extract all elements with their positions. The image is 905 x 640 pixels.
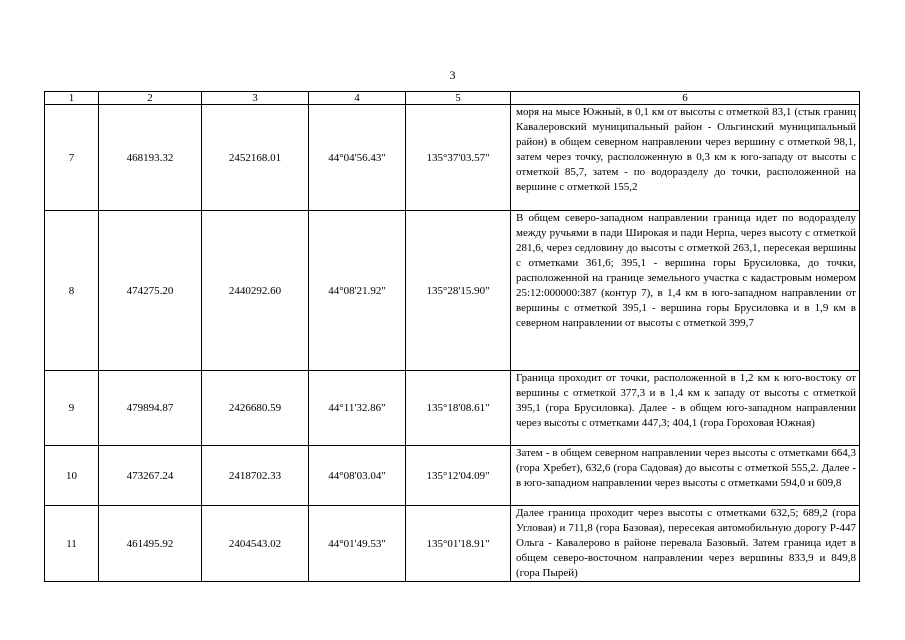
column-number-row bbox=[45, 92, 860, 105]
point-number: 11 bbox=[45, 506, 99, 582]
coordinate-y: 2418702.33 bbox=[202, 446, 309, 506]
coordinate-x: 479894.87 bbox=[99, 371, 202, 446]
boundary-description: В общем северо-западном направлении граница идет по водоразделу между ручьями в пади Широкая и пади Нерпа, через высоту с отметкой 281,6, через седловину до высоты с отметкой 263,1, пересекая вершины с отметками 361,6; 395,1 - вершина горы Брусиловка, до точки, расположенной на границе земельного участка с кадастровым номером 25:12:000000:387 (контур 7), в 1,4 км в юго-западном направлении от вершины с отметкой 395,1 - вершина горы Брусиловка и в 1,9 км в северном направлении от высоты с отметкой 399,7 bbox=[511, 211, 860, 371]
column-header: 2 bbox=[99, 92, 202, 105]
column-header: 5 bbox=[406, 92, 511, 105]
coordinate-x: 474275.20 bbox=[99, 211, 202, 371]
point-number: 9 bbox=[45, 371, 99, 446]
table-row bbox=[45, 446, 860, 506]
coordinate-x: 473267.24 bbox=[99, 446, 202, 506]
latitude: 44°11'32.86" bbox=[309, 371, 406, 446]
boundary-description: моря на мысе Южный, в 0,1 км от высоты с отметкой 83,1 (стык границ Кавалеровский муниципальный район - Ольгинский муниципальный район) в общем северном направлении через вершину с отметкой 98,1, затем через точку, расположенную в 0,3 км к юго-западу от высоты с отметкой 85,7, затем - по водоразделу до точки, расположенной на вершине с отметкой 155,2 bbox=[511, 105, 860, 211]
longitude: 135°01'18.91" bbox=[406, 506, 511, 582]
coordinate-x: 468193.32 bbox=[99, 105, 202, 211]
longitude: 135°12'04.09" bbox=[406, 446, 511, 506]
latitude: 44°04'56.43" bbox=[309, 105, 406, 211]
table-row bbox=[45, 371, 860, 446]
column-header: 6 bbox=[511, 92, 860, 105]
coordinate-y: 2404543.02 bbox=[202, 506, 309, 582]
latitude: 44°08'03.04" bbox=[309, 446, 406, 506]
column-header: 3 bbox=[202, 92, 309, 105]
table-row bbox=[45, 105, 860, 211]
point-number: 8 bbox=[45, 211, 99, 371]
coordinate-y: 2440292.60 bbox=[202, 211, 309, 371]
longitude: 135°37'03.57" bbox=[406, 105, 511, 211]
boundary-points-table bbox=[44, 91, 860, 582]
boundary-description: Затем - в общем северном направлении через высоты с отметками 664,3 (гора Хребет), 632,6 (гора Садовая) до высоты с отметкой 555,2. Далее - в юго-западном направлении через высоты с отметками 594,0 и 609,8 bbox=[511, 446, 860, 506]
longitude: 135°28'15.90" bbox=[406, 211, 511, 371]
column-header: 4 bbox=[309, 92, 406, 105]
latitude: 44°08'21.92" bbox=[309, 211, 406, 371]
latitude: 44°01'49.53" bbox=[309, 506, 406, 582]
coordinate-x: 461495.92 bbox=[99, 506, 202, 582]
boundary-description: Граница проходит от точки, расположенной в 1,2 км к юго-востоку от вершины с отметкой 377,3 и в 1,4 км к западу от высоты с отметкой 395,1 (гора Брусиловка). Далее - в общем юго-западном направлении через высоты с отметками 447,3; 404,1 (гора Гороховая Южная) bbox=[511, 371, 860, 446]
coordinate-y: 2426680.59 bbox=[202, 371, 309, 446]
boundary-description: Далее граница проходит через высоты с отметками 632,5; 689,2 (гора Угловая) и 711,8 (гора Базовая), пересекая автомобильную дорогу Р-447 Ольга - Кавалерово в районе перевала Базовый. Затем граница идет в общем северо-восточном направлении через вершины 833,9 и 849,8 (гора Пырей) bbox=[511, 506, 860, 582]
longitude: 135°18'08.61" bbox=[406, 371, 511, 446]
table-row bbox=[45, 506, 860, 582]
table-row bbox=[45, 211, 860, 371]
point-number: 10 bbox=[45, 446, 99, 506]
page-number: 3 bbox=[449, 68, 456, 82]
point-number: 7 bbox=[45, 105, 99, 211]
column-header: 1 bbox=[45, 92, 99, 105]
coordinate-y: 2452168.01 bbox=[202, 105, 309, 211]
